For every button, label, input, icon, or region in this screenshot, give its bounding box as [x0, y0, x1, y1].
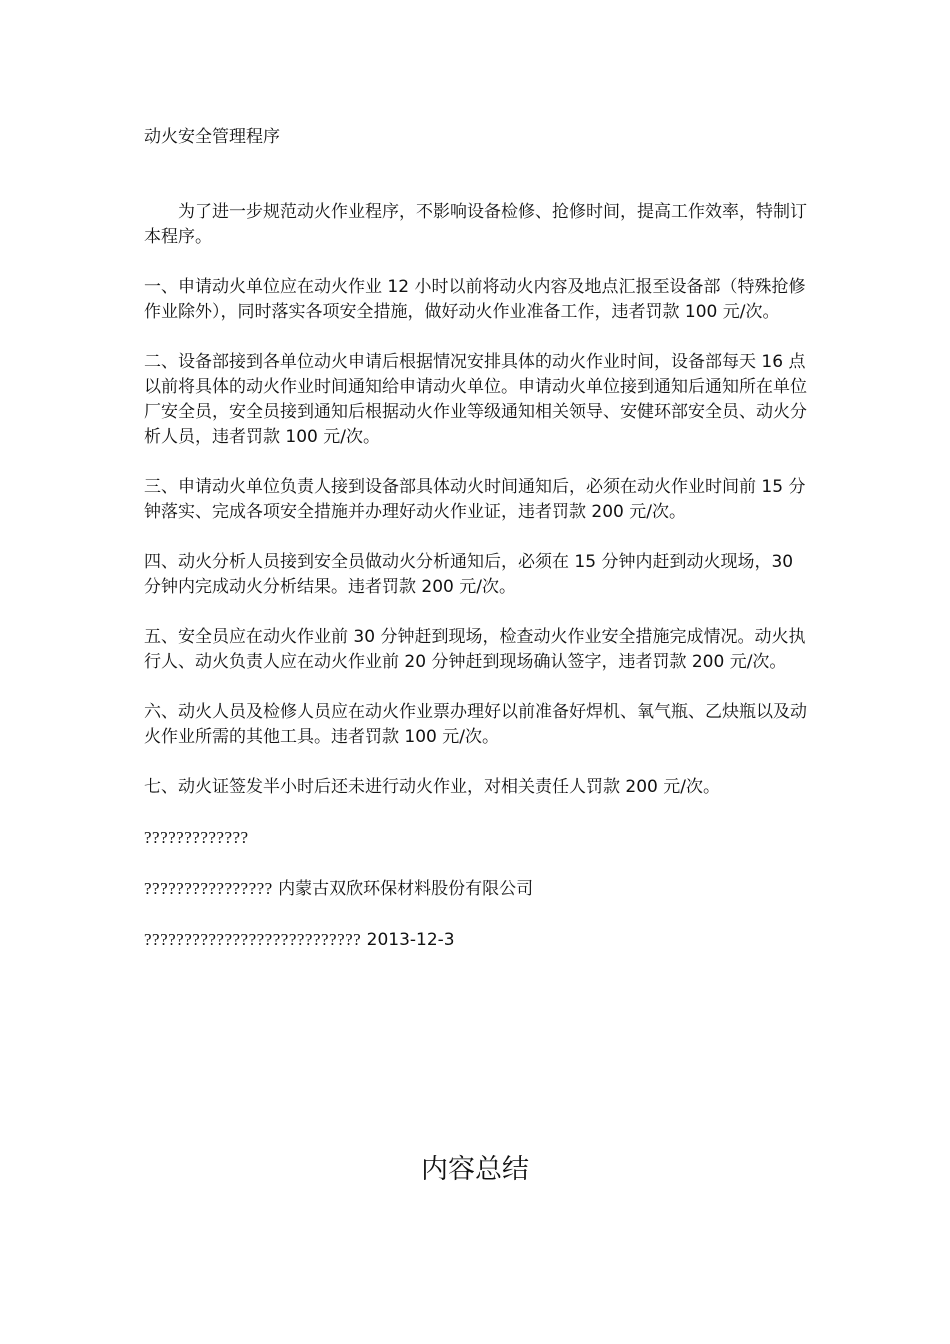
intro-paragraph: 为了进一步规范动火作业程序，不影响设备检修、抢修时间，提高工作效率，特制订本程序。: [144, 202, 807, 247]
clause-7: 七、动火证签发半小时后还未进行动火作业，对相关责任人罚款 200 元/次。: [144, 777, 720, 797]
clause-6: 六、动火人员及检修人员应在动火作业票办理好以前准备好焊机、氧气瓶、乙炔瓶以及动火作业所需的其他工具。违者罚款 100 元/次。: [144, 702, 807, 747]
signature-line-1: [144, 825, 812, 851]
document-title: 动火安全管理程序: [144, 127, 280, 147]
placeholder-marks: ???????????????????????????: [144, 930, 362, 949]
placeholder-marks: ?????????????: [144, 828, 249, 847]
clause-3: 三、申请动火单位负责人接到设备部具体动火时间通知后，必须在动火作业时间前 15 分钟落实、完成各项安全措施并办理好动火作业证，违者罚款 200 元/次。: [144, 477, 806, 522]
summary-heading: 内容总结: [421, 1154, 529, 1185]
placeholder-marks: ????????????????: [144, 879, 273, 898]
clause-4: 四、动火分析人员接到安全员做动火分析通知后，必须在 15 分钟内赶到动火现场，30 分钟内完成动火分析结果。违者罚款 200 元/次。: [144, 552, 794, 597]
document-date: 2013-12-3: [361, 930, 455, 950]
signature-date-line: [144, 927, 812, 953]
clause-2: 二、设备部接到各单位动火申请后根据情况安排具体的动火作业时间，设备部每天 16 点以前将具体的动火作业时间通知给申请动火单位。申请动火单位接到通知后通知所在单位厂安全员，安全员接到通知后根据动火作业等级通知相关领导、安健环部安全员、动火分析人员，违者罚款 100 元/次。: [144, 352, 807, 447]
document-body: [144, 124, 812, 953]
clause-1: 一、申请动火单位应在动火作业 12 小时以前将动火内容及地点汇报至设备部（特殊抢修作业除外），同时落实各项安全措施，做好动火作业准备工作，违者罚款 100 元/次。: [144, 277, 806, 322]
signature-company-line: [144, 876, 812, 902]
company-name: 内蒙古双欣环保材料股份有限公司: [272, 879, 534, 899]
clause-5: 五、安全员应在动火作业前 30 分钟赶到现场，检查动火作业安全措施完成情况。动火执行人、动火负责人应在动火作业前 20 分钟赶到现场确认签字，违者罚款 200 元/次。: [144, 627, 806, 672]
